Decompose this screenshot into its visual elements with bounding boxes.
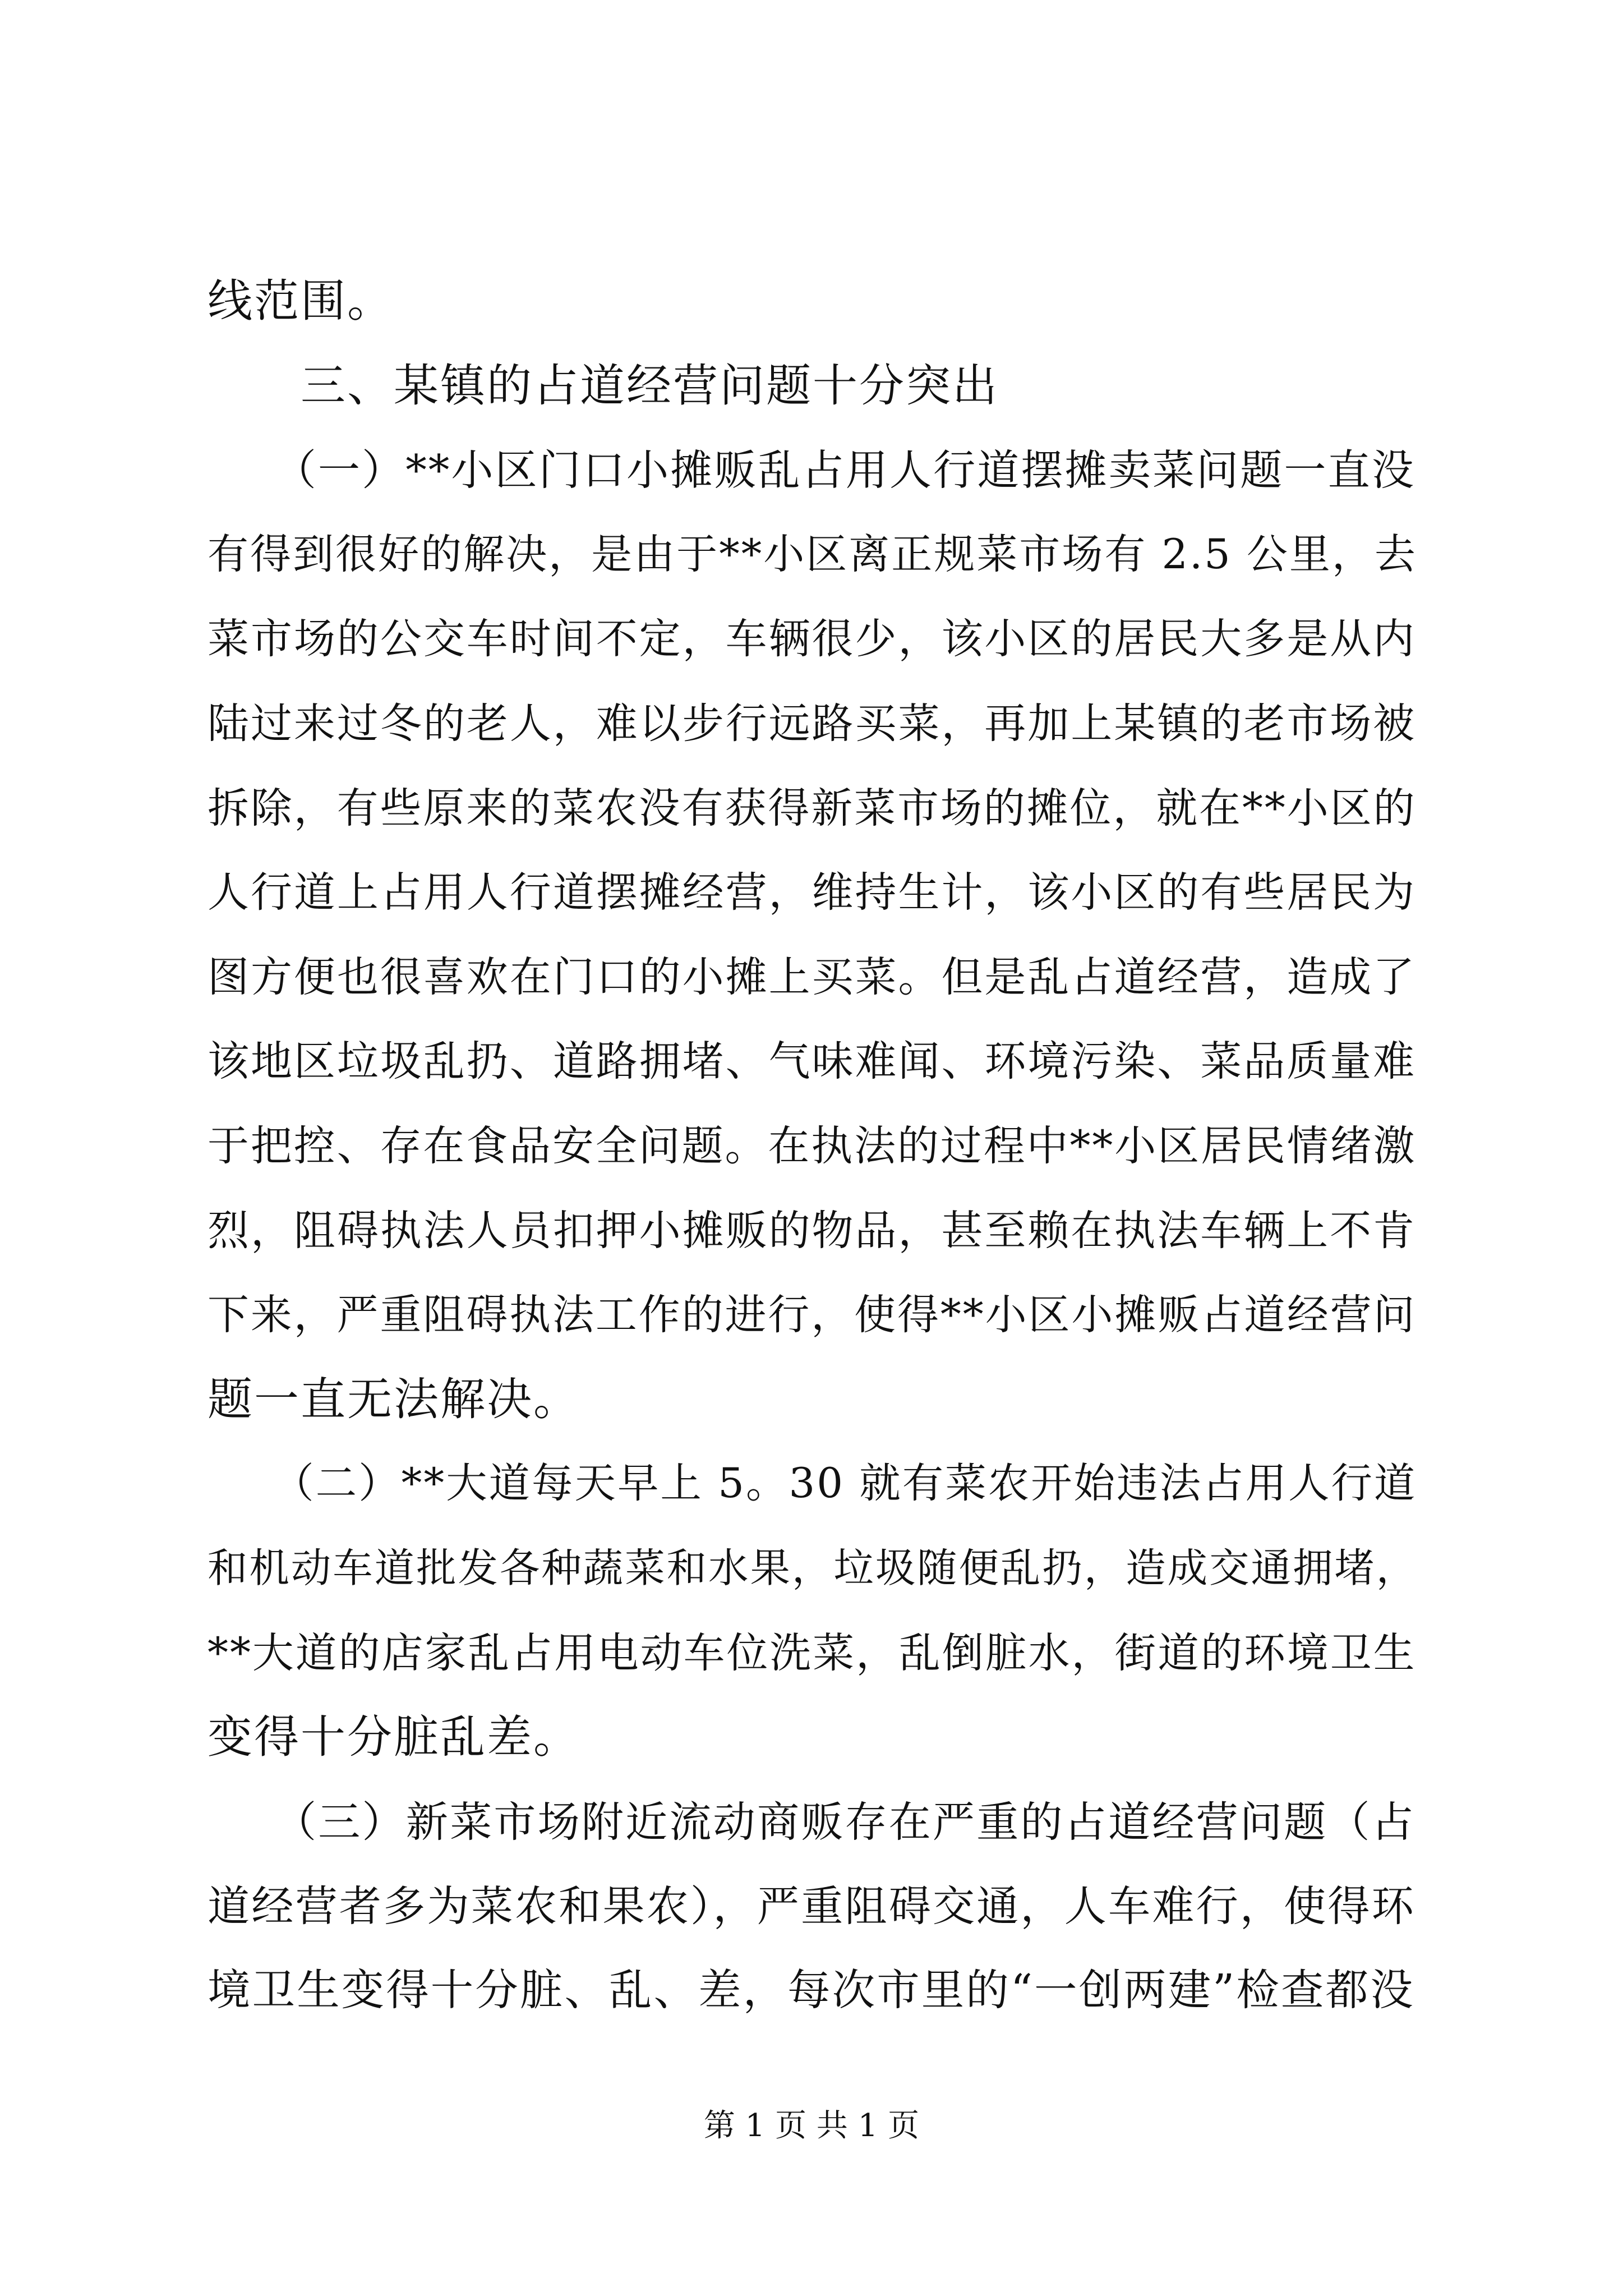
section-heading: 三、某镇的占道经营问题十分突出 [208,359,999,412]
text-line: 菜市场的公交车时间不定，车辆很少，该小区的居民大多是从内 [208,615,1417,664]
text-line: 烈，阻碍执法人员扣押小摊贩的物品，甚至赖在执法车辆上不肯 [208,1206,1417,1255]
text-line: 图方便也很喜欢在门口的小摊上买菜。但是乱占道经营，造成了 [208,953,1417,1001]
text-line: 变得十分脏乱差。 [208,1711,580,1764]
text-line: 境卫生变得十分脏、乱、差，每次市里的“一创两建”检查都没 [208,1965,1415,2016]
text-line: 拆除，有些原来的菜农没有获得新菜市场的摊位，就在**小区的 [208,784,1417,832]
text-line: （一）**小区门口小摊贩乱占用人行道摆摊卖菜问题一直没 [208,445,1415,495]
text-line: 线范围。 [208,275,394,327]
text-line: 下来，严重阻碍执法工作的进行，使得**小区小摊贩占道经营问 [208,1291,1417,1340]
body-text [208,259,1419,2033]
text-line: 该地区垃圾乱扔、道路拥堵、气味难闻、环境污染、菜品质量难 [208,1037,1417,1086]
text-line: 和机动车道批发各种蔬菜和水果，垃圾随便乱扔，造成交通拥堵， [208,1544,1418,1591]
text-line: 陆过来过冬的老人，难以步行远路买菜，再加上某镇的老市场被 [208,699,1417,748]
text-line: 道经营者多为菜农和果农），严重阻碍交通，人车难行，使得环 [208,1881,1415,1931]
text-line: 人行道上占用人行道摆摊经营，维持生计，该小区的有些居民为 [208,868,1417,917]
text-line: **大道的店家乱占用电动车位洗菜，乱倒脏水，街道的环境卫生 [208,1628,1417,1677]
text-line: 题一直无法解决。 [208,1373,580,1425]
text-line: 有得到很好的解决，是由于**小区离正规菜市场有 2.5 公里，去 [208,530,1417,578]
page-footer: 第 1 页 共 1 页 [703,2108,920,2144]
text-line: （三）新菜市场附近流动商贩存在严重的占道经营问题（占 [208,1797,1415,1847]
text-line: 于把控、存在食品安全问题。在执法的过程中**小区居民情绪激 [208,1121,1417,1170]
text-line: （二）**大道每天早上 5。30 就有菜农开始违法占用人行道 [208,1460,1417,1508]
